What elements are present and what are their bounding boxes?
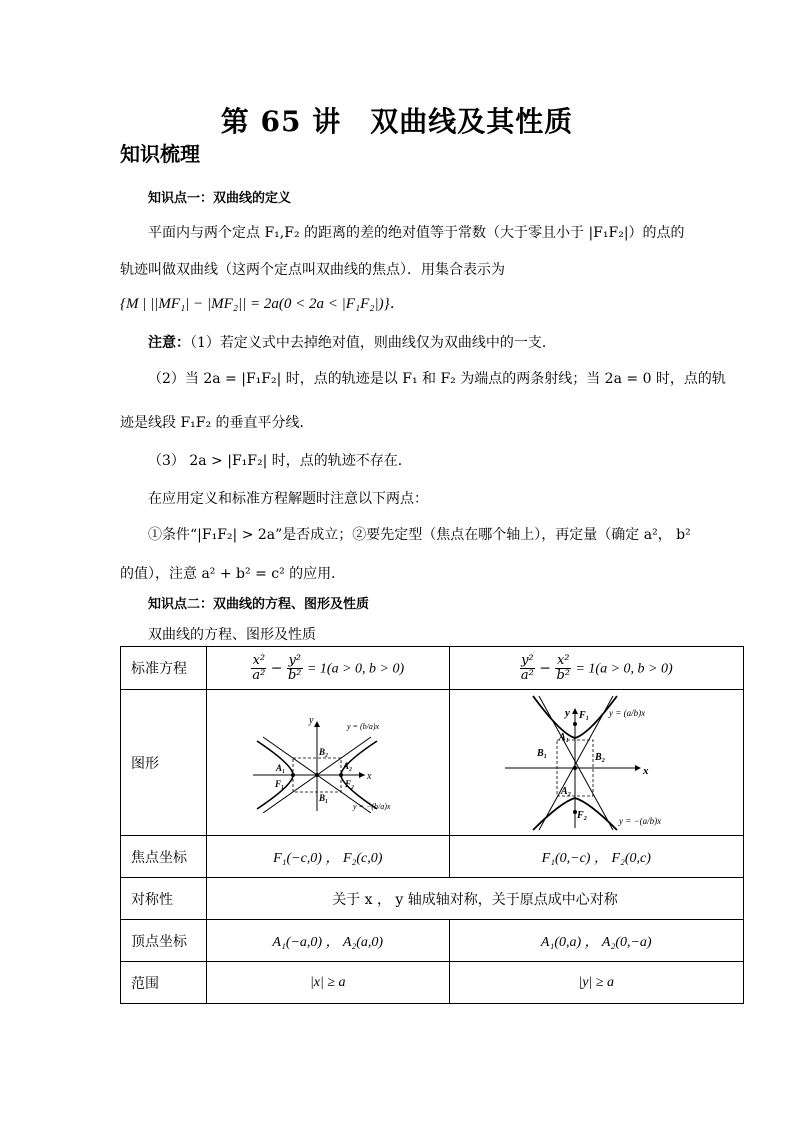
a2-label: A₂ (342, 760, 352, 771)
row-label: 范围 (121, 962, 207, 1004)
row-label: 顶点坐标 (121, 920, 207, 962)
b2-label: B₂ (595, 751, 606, 763)
note-label: 注意： (148, 335, 190, 351)
equation-right: $\frac{\text{y²}}{\text{a²}}$ − $\frac{\text{x²}}{\text{b²}}$ = 1(a > 0, b > 0) (449, 647, 743, 690)
asymptote-lower-label: y = −(a/b)x (619, 815, 662, 826)
symmetry-text: 关于 x ， y 轴成轴对称，关于原点成中心对称 (207, 878, 744, 920)
asymptote-upper-label: y = (a/b)x (609, 707, 646, 718)
asymptote-upper-label: y = (b/a)x (346, 721, 379, 731)
x-axis-label: x (366, 770, 372, 782)
table-row (121, 690, 744, 836)
kp1-heading: 知识点一：双曲线的定义 (148, 191, 292, 206)
x-axis-label: x (643, 764, 649, 777)
set-expression: {M | ||MF₁| − |MF₂|| = 2a(0 < 2a < |F₁F₂|)}． (120, 296, 405, 312)
apply-line: 在应用定义和标准方程解题时注意以下两点： (148, 491, 428, 507)
b1-label: B₁ (318, 792, 328, 803)
y-axis-label: y (565, 706, 571, 719)
note2a: （2）当 2a = |F₁F₂| 时，点的轨迹是以 F₁ 和 F₂ 为端点的两条射线；当 2a = 0 时，点的轨 (148, 371, 726, 387)
b1-label: B₁ (537, 747, 548, 759)
f2-label: F₂ (577, 809, 588, 821)
row-label: 对称性 (121, 878, 207, 920)
table-row (121, 920, 744, 962)
section-heading: 知识梳理 (120, 142, 200, 166)
note3: （3） 2a > |F₁F₂| 时，点的轨迹不存在． (148, 453, 412, 469)
hyperbola-horizontal-figure (253, 713, 403, 813)
fraction: $\frac{\text{x²}}{\text{a²}}$ (252, 652, 266, 683)
a1-label: A₁ (275, 762, 285, 773)
note2b: 迹是线段 F₁F₂ 的垂直平分线． (120, 415, 314, 431)
a1-label: A₁ (559, 731, 570, 743)
fraction: $\frac{\text{x²}}{\text{b²}}$ (556, 652, 571, 683)
properties-table (120, 646, 744, 1004)
kp1-line1: 平面内与两个定点 F₁,F₂ 的距离的差的绝对值等于常数（大于零且小于 |F₁F₂|）的点的 (148, 225, 685, 241)
vertices-left: A₁(−a,0) ， A₂(a,0) (207, 920, 450, 962)
table-row (121, 836, 744, 878)
kp1-line2: 轨迹叫做双曲线（这两个定点叫双曲线的焦点）．用集合表示为 (120, 262, 505, 278)
table-row (121, 962, 744, 1004)
f1-label: F₁ (579, 709, 590, 721)
y-axis-label: y (308, 714, 314, 726)
foci-left: F₁(−c,0) ， F₂(c,0) (207, 836, 450, 878)
equation-left: $\frac{\text{x²}}{\text{a²}}$ − $\frac{\text{y²}}{\text{b²}}$ = 1(a > 0, b > 0) (207, 647, 450, 690)
row-label: 焦点坐标 (121, 836, 207, 878)
table-caption: 双曲线的方程、图形及性质 (148, 627, 316, 643)
note1 (148, 332, 556, 352)
f1-label: F₁ (274, 778, 284, 789)
table-row (121, 878, 744, 920)
cond1: ①条件“|F₁F₂| > 2a”是否成立；②要先定型（焦点在哪个轴上），再定量（确定 a²， b² (148, 527, 691, 543)
asymptote-lower-label: y = −(b/a)x (352, 801, 391, 811)
row-label: 标准方程 (121, 647, 207, 690)
a2-label: A₂ (561, 785, 572, 797)
hyperbola-vertical-figure (501, 694, 691, 832)
f2-label: F₂ (344, 778, 354, 789)
fraction: $\frac{\text{y²}}{\text{a²}}$ (520, 652, 534, 683)
page-title: 第 65 讲 双曲线及其性质 (220, 105, 574, 138)
vertices-right: A₁(0,a) ， A₂(0,−a) (449, 920, 743, 962)
range-right: |y| ≥ a (449, 962, 743, 1004)
figure-right-cell (449, 690, 743, 836)
kp2-heading: 知识点二：双曲线的方程、图形及性质 (148, 597, 370, 612)
foci-right: F₁(0,−c) ， F₂(0,c) (449, 836, 743, 878)
cond2: 的值），注意 a² + b² = c² 的应用． (120, 566, 346, 582)
b2-label: B₂ (318, 746, 328, 757)
range-left: |x| ≥ a (207, 962, 450, 1004)
table-row (121, 647, 744, 690)
fraction: $\frac{\text{y²}}{\text{b²}}$ (287, 652, 302, 683)
row-label: 图形 (121, 690, 207, 836)
figure-left-cell (207, 690, 450, 836)
note1-text: （1）若定义式中去掉绝对值，则曲线仅为双曲线中的一支． (190, 335, 556, 351)
